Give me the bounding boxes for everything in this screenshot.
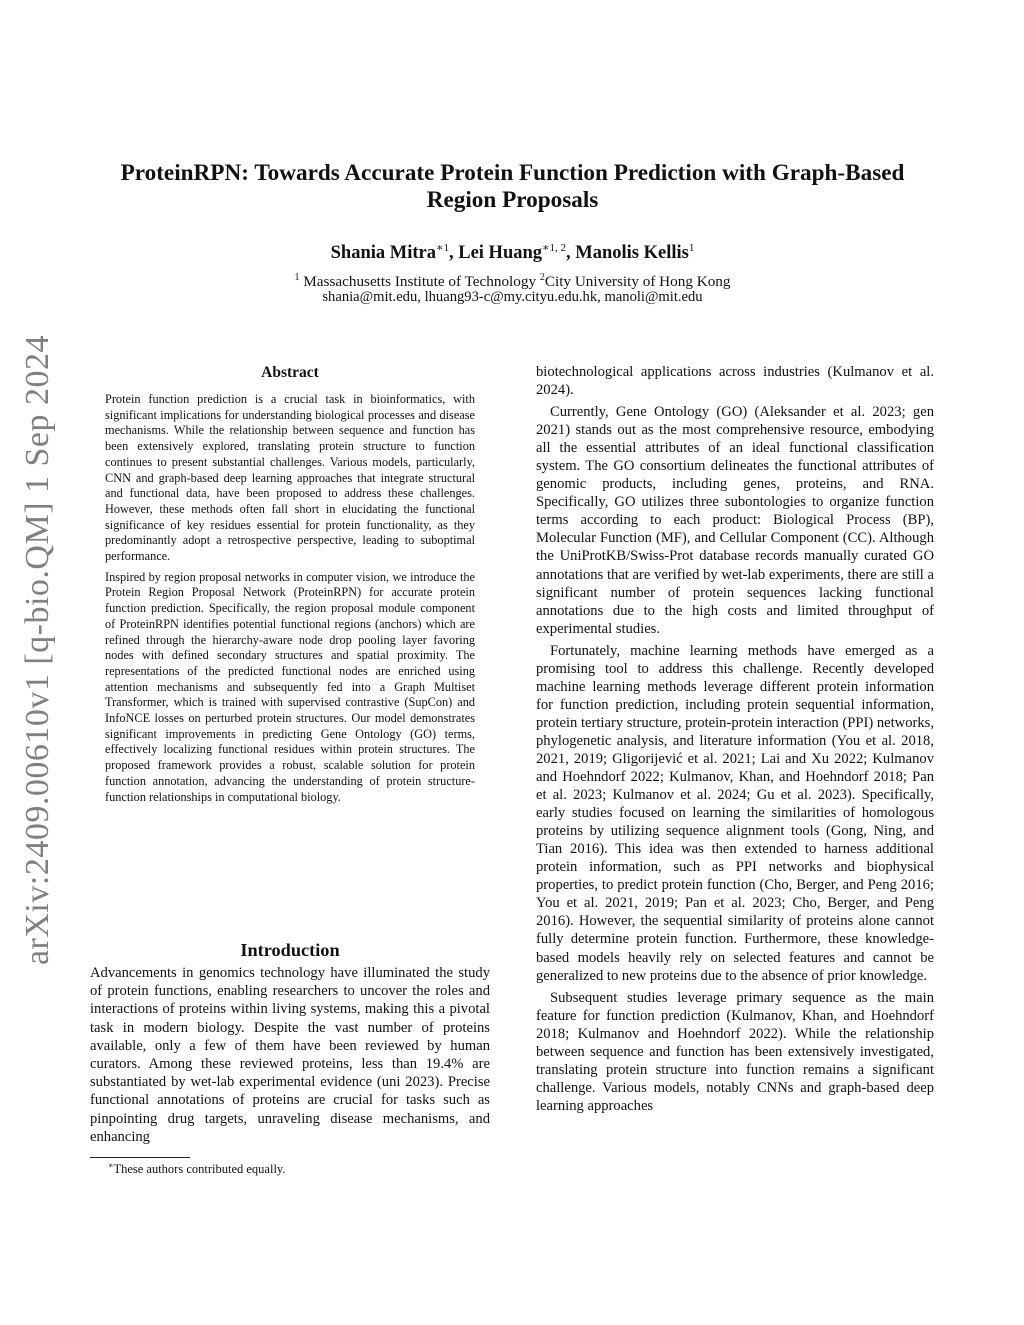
author-affil-mark: ∗1, 2 bbox=[542, 242, 567, 254]
body-paragraph: biotechnological applications across industries (Kulmanov et al. 2024). bbox=[536, 364, 934, 399]
affiliation-cityu: City University of Hong Kong bbox=[544, 273, 731, 291]
author-affil-mark: 1 bbox=[688, 242, 695, 254]
body-paragraph: Fortunately, machine learning methods have emerged as a promising tool to address this challenge. Recently developed machine learning methods leverage different protein information for function prediction, including protein sequential information, protein tertiary structure, protein-protein interaction (PPI) networks, phylogenetic analysis, and literature information (You et al. 2018, 2021, 2019; Gligorijević et al. 2021; Lai and Xu 2022; Kulmanov and Hoehndorf 2022; Kulmanov, Khan, and Hoehndorf 2018; Pan et al. 2023; Kulmanov et al. 2024; Gu et al. 2023). Specifically, early studies focused on learning the similarities of homologous proteins by utilizing sequence alignment tools (Gong, Ning, and Tian 2016). This idea was then extended to harness additional protein information, such as PPI networks and biophysical properties, to predict protein function (Cho, Berger, and Peng 2016; You et al. 2021, 2019; Pan et al. 2023; Cho, Berger, and Peng 2016). However, the sequential similarity of proteins alone cannot fully determine protein function. Furthermore, these knowledge-based models heavily rely on selected features and cannot be generalized to new proteins due to the absence of prior knowledge. bbox=[536, 642, 934, 984]
affiliation-mark: 1 bbox=[294, 272, 300, 283]
arxiv-id: arXiv:2409.00610v1 [q-bio.QM] 1 Sep 2024 bbox=[19, 334, 56, 966]
author-name: Manolis Kellis bbox=[575, 243, 689, 264]
body-paragraph: Subsequent studies leverage primary sequence as the main feature for function prediction (Kulmanov, Khan, and Hoehndorf 2018; Kulmanov and Hoehndorf 2022). While the relationship between sequence and function has been extensively investigated, translating protein structure into function remains a significant challenge. Various models, notably CNNs and graph-based deep learning approaches bbox=[536, 989, 934, 1114]
title-line-1: ProteinRPN: Towards Accurate Protein Function Prediction with Graph-Based bbox=[120, 160, 905, 186]
introduction-heading: Introduction bbox=[240, 940, 340, 960]
body-paragraph: Currently, Gene Ontology (GO) (Aleksander et al. 2023; gen 2021) stands out as the most comprehensive resource, embodying all the essential attributes of an ideal functional classification system. The GO consortium delineates the functional attributes of genomic products, including genes, proteins, and RNA. Specifically, GO utilizes three subontologies to organize function terms according to each product: Biological Process (BP), Molecular Function (MF), and Cellular Component (CC). Although the UniProtKB/Swiss-Prot database records manually curated GO annotations that are verified by wet-lab experiments, there are still a significant number of protein sequences lacking functional annotations due to the high costs and limited throughput of experimental studies. bbox=[536, 404, 934, 637]
introduction-paragraph: Advancements in genomics technology have illuminated the study of protein functions, enabling researchers to uncover the roles and interactions of proteins within living systems, making this a pivotal task in modern biology. Despite the vast number of proteins available, only a few of them have been reviewed by human curators. Among these reviewed proteins, less than 19.4% are substantiated by wet-lab experimental evidence (uni 2023). Precise functional annotations of proteins are crucial for tasks such as pinpointing drug targets, unraveling disease mechanisms, and enhancing bbox=[90, 965, 490, 1145]
abstract-paragraph: Protein function prediction is a crucial task in bioinformatics, with significant implications for understanding biological processes and disease mechanisms. While the relationship between sequence and function has been extensively explored, translating protein structure to function continues to present substantial challenges. Various models, particularly, CNN and graph-based deep learning approaches that integrate structural and functional data, have been proposed to address these challenges. However, these methods often fall short in elucidating the functional significance of key residues essential for protein functionality, as they predominantly adopt a retrospective perspective, leading to suboptimal performance. bbox=[105, 392, 475, 564]
paper-title bbox=[90, 160, 935, 214]
affiliation-mit: Massachusetts Institute of Technology bbox=[299, 273, 540, 291]
footnote-mark: ∗ bbox=[108, 1161, 114, 1170]
affiliation-mark: 2 bbox=[539, 272, 545, 283]
abstract-heading: Abstract bbox=[261, 364, 319, 381]
author-emails: shania@mit.edu, lhuang93-c@my.cityu.edu.hk, manoli@mit.edu bbox=[322, 289, 703, 305]
author-name: Lei Huang bbox=[458, 243, 543, 264]
author-affil-mark: ∗1 bbox=[436, 242, 449, 254]
author-list bbox=[90, 237, 935, 264]
title-line-2: Region Proposals bbox=[426, 187, 599, 213]
author-separator: , bbox=[566, 243, 576, 264]
footnote-rule bbox=[90, 1157, 190, 1158]
author-separator: , bbox=[448, 243, 459, 264]
footnote bbox=[108, 1161, 286, 1177]
footnote-text: These authors contributed equally. bbox=[113, 1162, 286, 1177]
author-name: Shania Mitra bbox=[330, 243, 436, 264]
right-column-body bbox=[536, 363, 934, 1119]
arxiv-sidebar-stamp bbox=[14, 334, 62, 966]
abstract-body bbox=[105, 392, 475, 810]
introduction-body bbox=[90, 964, 490, 1146]
abstract-paragraph: Inspired by region proposal networks in computer vision, we introduce the Protein Region Proposal Network (ProteinRPN) for accurate protein function prediction. Specifically, the region proposal module component of ProteinRPN identifies potential functional regions (anchors) which are refined through the hierarchy-aware node drop pooling layer favoring nodes with defined secondary structures and spatial proximity. The representations of the predicted functional nodes are enriched using attention mechanisms and subsequently fed into a Graph Multiset Transformer, which is trained with supervised contrastive (SupCon) and InfoNCE losses on perturbed protein structures. Our model demonstrates significant improvements in predicting Gene Ontology (GO) terms, effectively localizing functional residues within protein structures. The proposed framework provides a robust, scalable solution for protein function annotation, advancing the understanding of protein structure-function relationships in computational biology. bbox=[105, 569, 475, 804]
